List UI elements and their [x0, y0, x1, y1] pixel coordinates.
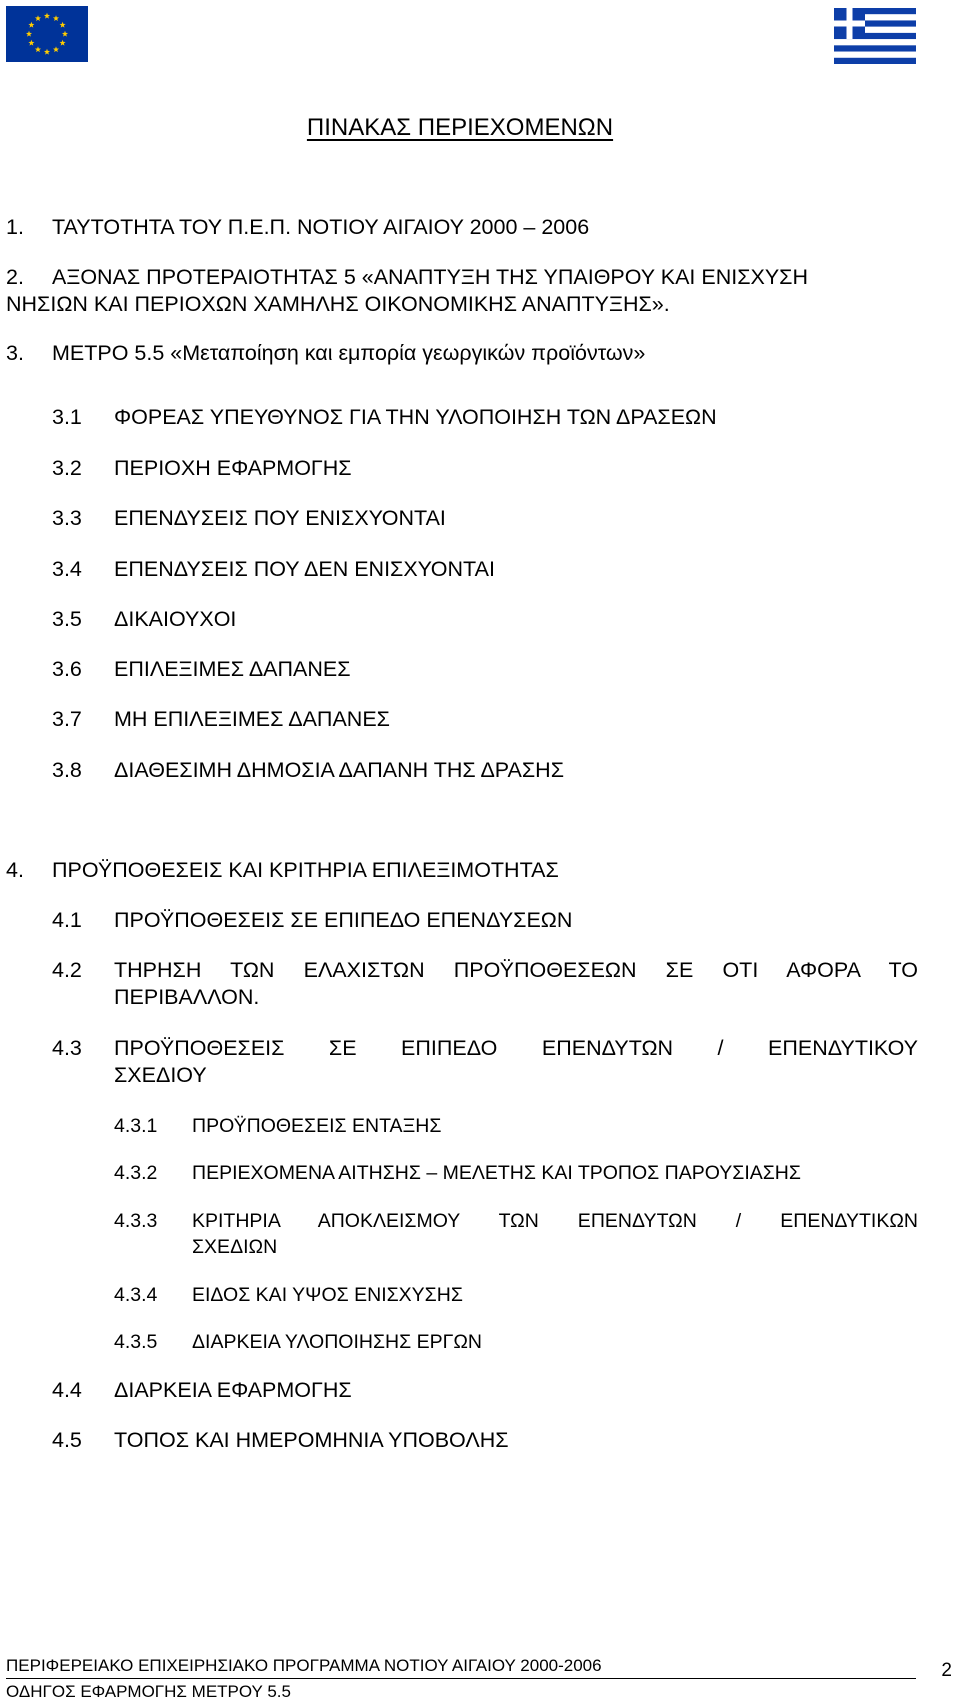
toc-number: 2. [6, 265, 24, 289]
toc-text: ΕΙΔΟΣ ΚΑΙ ΥΨΟΣ ΕΝΙΣΧΥΣΗΣ [192, 1284, 463, 1306]
toc-number: 4.3.3 [114, 1210, 158, 1232]
flag-stripe [834, 45, 916, 51]
page-number: 2 [941, 1660, 952, 1681]
toc-text: ΜΗ ΕΠΙΛΕΞΙΜΕΣ ΔΑΠΑΝΕΣ [114, 707, 390, 731]
flag-stripe [834, 58, 916, 64]
footer-guide-title: ΟΔΗΓΟΣ ΕΦΑΡΜΟΓΗΣ ΜΕΤΡΟΥ 5.5 [6, 1682, 291, 1701]
toc-text: ΠΡΟΫΠΟΘΕΣΕΙΣ ΣΕ ΕΠΙΠΕΔΟ ΕΠΕΝΔΥΣΕΩΝ [114, 908, 573, 932]
toc-text-continuation: ΠΕΡΙΒΑΛΛΟΝ. [114, 985, 260, 1009]
toc-text: ΜΕΤΡΟ 5.5 «Μεταποίηση και εμπορία γεωργικών προϊόντων» [52, 341, 646, 365]
toc-text: ΑΞΟΝΑΣ ΠΡΟΤΕΡΑΙΟΤΗΤΑΣ 5 «ΑΝΑΠΤΥΞΗ ΤΗΣ ΥΠΑΙΘΡΟΥ ΚΑΙ ΕΝΙΣΧΥΣΗ [52, 265, 808, 289]
toc-text-continuation: ΣΧΕΔΙΟΥ [114, 1063, 207, 1087]
toc-text: ΕΠΙΛΕΞΙΜΕΣ ΔΑΠΑΝΕΣ [114, 657, 351, 681]
toc-text: ΠΡΟΫΠΟΘΕΣΕΙΣ ΚΑΙ ΚΡΙΤΗΡΙΑ ΕΠΙΛΕΞΙΜΟΤΗΤΑΣ [52, 858, 559, 882]
toc-number: 3.7 [52, 707, 82, 731]
toc-text: ΠΡΟΫΠΟΘΕΣΕΙΣ ΣΕ ΕΠΙΠΕΔΟ ΕΠΕΝΔΥΤΩΝ / ΕΠΕΝΔΥΤΙΚΟΥ [114, 1036, 918, 1060]
flag-stripe [834, 52, 916, 58]
toc-number: 4. [6, 858, 24, 882]
greek-flag-icon [834, 8, 916, 64]
toc-number: 4.1 [52, 908, 82, 932]
toc-text: ΔΙΑΡΚΕΙΑ ΥΛΟΠΟΙΗΣΗΣ ΕΡΓΩΝ [192, 1331, 482, 1353]
toc-number: 4.2 [52, 958, 82, 982]
toc-text: ΦΟΡΕΑΣ ΥΠΕΥΘΥΝΟΣ ΓΙΑ ΤΗΝ ΥΛΟΠΟΙΗΣΗ ΤΩΝ ΔΡΑΣΕΩΝ [114, 405, 717, 429]
toc-text: ΠΕΡΙΕΧΟΜΕΝΑ ΑΙΤΗΣΗΣ – ΜΕΛΕΤΗΣ ΚΑΙ ΤΡΟΠΟΣ ΠΑΡΟΥΣΙΑΣΗΣ [192, 1162, 801, 1184]
toc-text: ΤΑΥΤΟΤΗΤΑ ΤΟΥ Π.Ε.Π. ΝΟΤΙΟΥ ΑΙΓΑΙΟΥ 2000 – 2006 [52, 215, 590, 239]
toc-text-continuation: ΝΗΣΙΩΝ ΚΑΙ ΠΕΡΙΟΧΩΝ ΧΑΜΗΛΗΣ ΟΙΚΟΝΟΜΙΚΗΣ ΑΝΑΠΤΥΞΗΣ». [6, 292, 670, 316]
toc-text: ΤΟΠΟΣ ΚΑΙ ΗΜΕΡΟΜΗΝΙΑ ΥΠΟΒΟΛΗΣ [114, 1428, 509, 1452]
toc-text: ΔΙΑΡΚΕΙΑ ΕΦΑΡΜΟΓΗΣ [114, 1378, 352, 1402]
toc-number: 3.2 [52, 456, 82, 480]
toc-text: ΠΕΡΙΟΧΗ ΕΦΑΡΜΟΓΗΣ [114, 456, 352, 480]
toc-number: 4.3.1 [114, 1115, 158, 1137]
toc-number: 1. [6, 215, 24, 239]
toc-number: 4.3.2 [114, 1162, 158, 1184]
toc-text: ΔΙΑΘΕΣΙΜΗ ΔΗΜΟΣΙΑ ΔΑΠΑΝΗ ΤΗΣ ΔΡΑΣΗΣ [114, 758, 564, 782]
toc-number: 3.1 [52, 405, 82, 429]
flag-stripe [834, 39, 916, 45]
toc-text: ΕΠΕΝΔΥΣΕΙΣ ΠΟΥ ΔΕΝ ΕΝΙΣΧΥΟΝΤΑΙ [114, 557, 495, 581]
toc-text: ΕΠΕΝΔΥΣΕΙΣ ΠΟΥ ΕΝΙΣΧΥΟΝΤΑΙ [114, 506, 446, 530]
footer [6, 1656, 952, 1681]
toc-number: 3.4 [52, 557, 82, 581]
toc-number: 3.8 [52, 758, 82, 782]
toc-number: 4.3 [52, 1036, 82, 1060]
toc-number: 4.4 [52, 1378, 82, 1402]
toc-text: ΔΙΚΑΙΟΥΧΟΙ [114, 607, 237, 631]
toc-number: 3.3 [52, 506, 82, 530]
toc-text: ΤΗΡΗΣΗ ΤΩΝ ΕΛΑΧΙΣΤΩΝ ΠΡΟΫΠΟΘΕΣΕΩΝ ΣΕ ΟΤΙ ΑΦΟΡΑ ΤΟ [114, 958, 918, 982]
toc-number: 4.3.5 [114, 1331, 158, 1353]
footer-program-title: ΠΕΡΙΦΕΡΕΙΑΚΟ ΕΠΙΧΕΙΡΗΣΙΑΚΟ ΠΡΟΓΡΑΜΜΑ ΝΟΤΙΟΥ ΑΙΓΑΙΟΥ 2000-2006 [6, 1656, 602, 1675]
toc-text: ΚΡΙΤΗΡΙΑ ΑΠΟΚΛΕΙΣΜΟΥ ΤΩΝ ΕΠΕΝΔΥΤΩΝ / ΕΠΕΝΔΥΤΙΚΩΝ [192, 1210, 918, 1232]
toc-text: ΠΡΟΫΠΟΘΕΣΕΙΣ ΕΝΤΑΞΗΣ [192, 1115, 442, 1137]
toc-number: 3.6 [52, 657, 82, 681]
toc-number: 4.5 [52, 1428, 82, 1452]
toc-number: 3.5 [52, 607, 82, 631]
toc-number: 3. [6, 341, 24, 365]
toc-number: 4.3.4 [114, 1284, 158, 1306]
page-title: ΠΙΝΑΚΑΣ ΠΕΡΙΕΧΟΜΕΝΩΝ [306, 114, 614, 141]
toc-text-continuation: ΣΧΕΔΙΩΝ [192, 1236, 278, 1258]
eu-flag-icon [6, 6, 88, 62]
